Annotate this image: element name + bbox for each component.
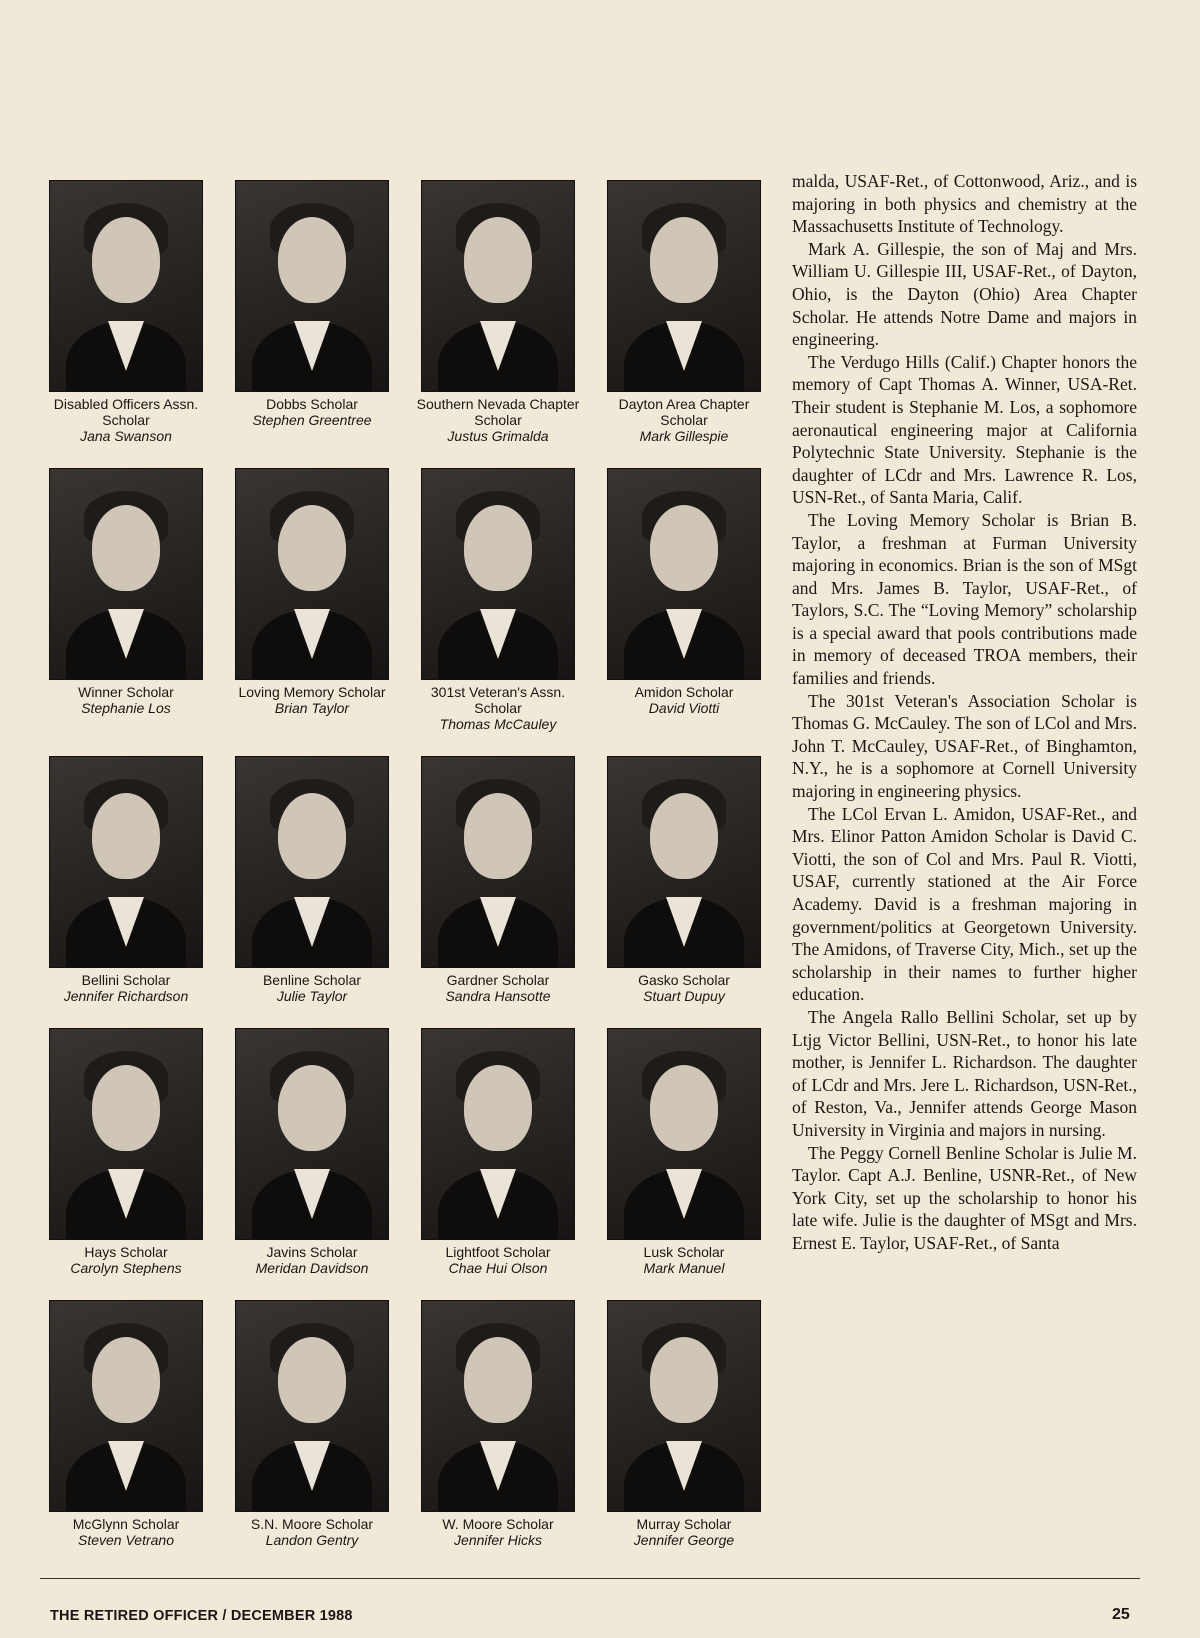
scholar-photo (607, 1300, 761, 1512)
scholar-photo (49, 1028, 203, 1240)
scholar-name: Jennifer Hicks (454, 1532, 542, 1548)
scholar-card (226, 756, 398, 1004)
scholar-card (226, 180, 398, 444)
article-column (792, 170, 1137, 1255)
scholar-caption (445, 972, 550, 1004)
scholar-caption (256, 1244, 369, 1276)
scholar-caption (78, 684, 174, 716)
page-number: 25 (1112, 1606, 1130, 1623)
scholar-title: S.N. Moore Scholar (250, 1516, 374, 1532)
scholar-card (598, 468, 770, 732)
scholar-card (40, 1028, 212, 1276)
scholar-name: Jana Swanson (80, 428, 172, 444)
scholar-title: Gasko Scholar (638, 972, 730, 988)
scholar-title: W. Moore Scholar (442, 1516, 554, 1532)
scholar-name: Jennifer Richardson (63, 988, 189, 1004)
scholar-caption (251, 1516, 373, 1548)
scholar-name: Stephen Greentree (252, 412, 372, 428)
article-paragraph: The LCol Ervan L. Amidon, USAF-Ret., and Mrs. Elinor Patton Amidon Scholar is David C. Viotti, the son of Col and Mrs. Paul R. Viotti, USAF, currently stationed at the Air Force Academy. David is a freshman majoring in government/politics at Georgetown University. The Amidons, of Traverse City, Mich., set up the scholarship in their names to further higher education. (792, 803, 1137, 1005)
scholar-caption (64, 972, 189, 1004)
scholar-photo (49, 180, 203, 392)
scholar-title: Hays Scholar (84, 1244, 168, 1260)
scholar-name: Justus Grimalda (447, 428, 549, 444)
scholar-name: Julie Taylor (276, 988, 348, 1004)
scholar-title: Dobbs Scholar (266, 396, 358, 412)
scholar-photo (235, 1028, 389, 1240)
scholar-title: Benline Scholar (262, 972, 362, 988)
scholar-caption (252, 396, 371, 428)
scholar-card (412, 180, 584, 444)
scholar-card (598, 1300, 770, 1548)
scholar-photo (49, 756, 203, 968)
scholar-title: Loving Memory Scholar (238, 684, 386, 700)
scholar-name: Thomas McCauley (439, 716, 557, 732)
scholar-caption (442, 1516, 553, 1548)
scholar-photo (421, 180, 575, 392)
scholar-title: Lusk Scholar (643, 1244, 725, 1260)
scholar-photo (235, 180, 389, 392)
scholar-name: Brian Taylor (274, 700, 350, 716)
scholar-title: Dayton Area Chapter Scholar (618, 396, 750, 428)
scholar-name: Carolyn Stephens (70, 1260, 182, 1276)
scholar-caption (412, 396, 584, 444)
scholar-card (226, 1028, 398, 1276)
publication-footer: THE RETIRED OFFICER / DECEMBER 1988 (50, 1608, 353, 1624)
scholar-photo (421, 756, 575, 968)
photo-grid (40, 180, 770, 1572)
scholar-title: Amidon Scholar (634, 684, 734, 700)
scholar-caption (238, 684, 385, 716)
scholar-photo (607, 1028, 761, 1240)
article-paragraph: malda, USAF-Ret., of Cottonwood, Ariz., and is majoring in both physics and chemistry at the Massachusetts Institute of Technology. (792, 171, 1137, 237)
scholar-title: Lightfoot Scholar (445, 1244, 551, 1260)
article-paragraph: Mark A. Gillespie, the son of Maj and Mrs. William U. Gillespie III, USAF-Ret., of Dayton, Ohio, is the Dayton (Ohio) Area Chapter Scholar. He attends Notre Dame and majors in engineering. (792, 238, 1137, 350)
scholar-title: Murray Scholar (636, 1516, 732, 1532)
photo-row (40, 180, 770, 444)
scholar-caption (263, 972, 361, 1004)
photo-row (40, 1300, 770, 1548)
scholar-card (226, 1300, 398, 1548)
scholar-title: Disabled Officers Assn. Scholar (53, 396, 199, 428)
scholar-card (598, 1028, 770, 1276)
photo-row (40, 468, 770, 732)
scholar-card (412, 1028, 584, 1276)
scholar-caption (70, 1244, 181, 1276)
scholar-photo (421, 1028, 575, 1240)
scholar-photo (421, 468, 575, 680)
scholar-card (40, 1300, 212, 1548)
scholar-name: Meridan Davidson (255, 1260, 369, 1276)
scholar-name: Landon Gentry (265, 1532, 359, 1548)
scholar-title: Gardner Scholar (446, 972, 550, 988)
scholar-caption (644, 1244, 725, 1276)
scholar-photo (235, 1300, 389, 1512)
scholar-card (40, 180, 212, 444)
scholar-card (412, 468, 584, 732)
scholar-photo (235, 468, 389, 680)
scholar-title: Winner Scholar (78, 684, 174, 700)
scholar-photo (421, 1300, 575, 1512)
scholar-caption (445, 1244, 550, 1276)
scholar-caption (598, 396, 770, 444)
scholar-photo (607, 468, 761, 680)
scholar-name: Jennifer George (633, 1532, 735, 1548)
scholar-name: Stuart Dupuy (643, 988, 725, 1004)
scholar-name: Mark Manuel (643, 1260, 725, 1276)
scholar-title: McGlynn Scholar (72, 1516, 180, 1532)
scholar-name: Sandra Hansotte (445, 988, 551, 1004)
article-paragraph: The 301st Veteran's Association Scholar is Thomas G. McCauley. The son of LCol and Mrs. John T. McCauley, USAF-Ret., of Binghamton, N.Y., he is a sophomore at Cornell University majoring in engineering physics. (792, 690, 1137, 802)
scholar-card (40, 468, 212, 732)
scholar-name: David Viotti (648, 700, 720, 716)
scholar-caption (73, 1516, 180, 1548)
scholar-card (40, 756, 212, 1004)
article-paragraph: The Verdugo Hills (Calif.) Chapter honors the memory of Capt Thomas A. Winner, USA-Ret. Their student is Stephanie M. Los, a sophomore aeronautical engineering major at California Polytechnic State University. Stephanie is the daughter of LCdr and Mrs. Lawrence R. Los, USN-Ret., of Santa Maria, Calif. (792, 351, 1137, 508)
scholar-caption (40, 396, 212, 444)
scholar-title: 301st Veteran's Assn. Scholar (430, 684, 566, 716)
scholar-photo (235, 756, 389, 968)
article-paragraph: The Angela Rallo Bellini Scholar, set up by Ltjg Victor Bellini, USN-Ret., to honor his late mother, is Jennifer L. Richardson. The daughter of LCdr and Mrs. Jere L. Richardson, USN-Ret., of Reston, Va., Jennifer attends George Mason University in Virginia and majors in nursing. (792, 1006, 1137, 1140)
footer-divider (40, 1578, 1140, 1579)
scholar-name: Steven Vetrano (78, 1532, 174, 1548)
scholar-card (226, 468, 398, 732)
scholar-photo (49, 1300, 203, 1512)
scholar-name: Stephanie Los (81, 700, 171, 716)
article-paragraph: The Loving Memory Scholar is Brian B. Taylor, a freshman at Furman University majoring in economics. Brian is the son of MSgt and Mrs. James B. Taylor, USAF-Ret., of Taylors, S.C. The “Loving Memory” scholarship is a special award that pools contributions made in memory of deceased TROA members, their families and friends. (792, 509, 1137, 689)
scholar-caption (634, 1516, 734, 1548)
scholar-card (412, 756, 584, 1004)
scholar-name: Chae Hui Olson (448, 1260, 548, 1276)
scholar-caption (638, 972, 730, 1004)
scholar-photo (607, 756, 761, 968)
scholar-card (598, 180, 770, 444)
scholar-name: Mark Gillespie (639, 428, 729, 444)
scholar-caption (635, 684, 734, 716)
scholar-caption (412, 684, 584, 732)
scholar-title: Southern Nevada Chapter Scholar (416, 396, 580, 428)
scholar-card (412, 1300, 584, 1548)
scholar-photo (49, 468, 203, 680)
photo-row (40, 756, 770, 1004)
article-paragraph: The Peggy Cornell Benline Scholar is Julie M. Taylor. Capt A.J. Benline, USNR-Ret., of New York City, set up the scholarship to honor his late wife. Julie is the daughter of MSgt and Mrs. Ernest E. Taylor, USAF-Ret., of Santa (792, 1142, 1137, 1253)
photo-row (40, 1028, 770, 1276)
scholar-title: Javins Scholar (266, 1244, 358, 1260)
scholar-title: Bellini Scholar (81, 972, 171, 988)
scholar-card (598, 756, 770, 1004)
scholar-photo (607, 180, 761, 392)
